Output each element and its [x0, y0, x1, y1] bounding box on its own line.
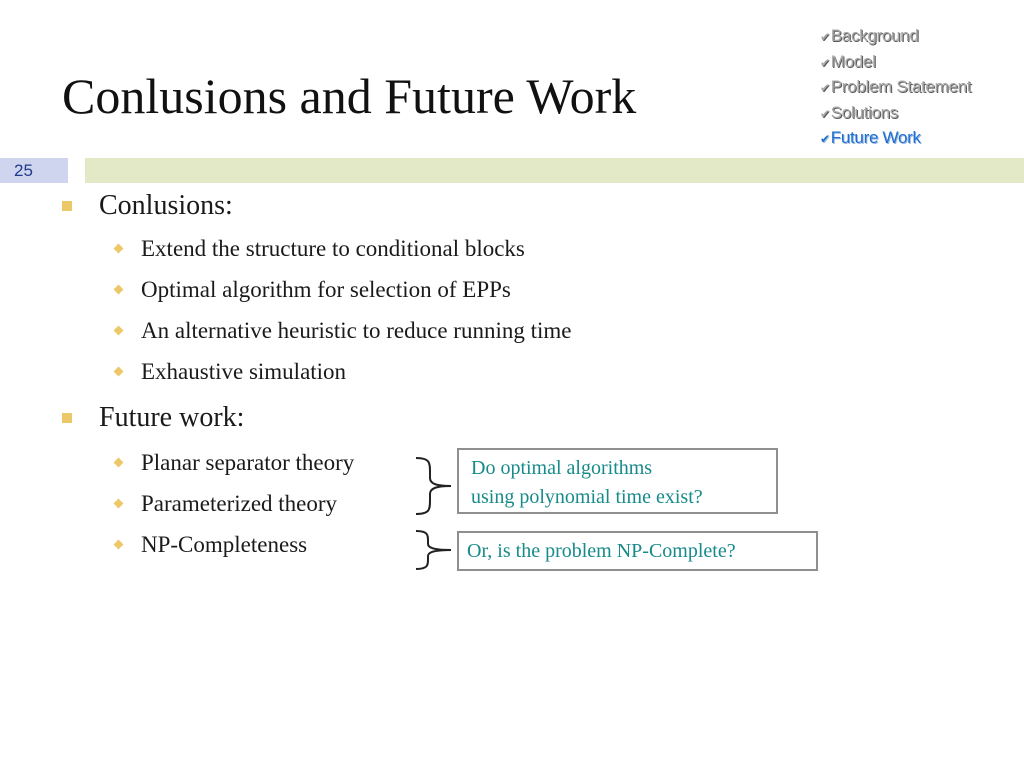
callout-optimal-algorithms [457, 448, 778, 514]
diamond-bullet-icon [114, 367, 124, 377]
bullet-future-work [62, 402, 244, 434]
sub-bullet [115, 277, 511, 303]
diamond-bullet-icon [114, 458, 124, 468]
diamond-bullet-icon [114, 326, 124, 336]
diamond-bullet-icon [114, 540, 124, 550]
checkmark-icon: ✔ [820, 81, 830, 95]
sub-bullet-text: An alternative heuristic to reduce running time [141, 318, 572, 343]
sub-bullet-text: Parameterized theory [141, 491, 338, 516]
sub-bullet [115, 236, 525, 262]
callout-line: Do optimal algorithms [471, 457, 653, 479]
nav-item-solutions [820, 101, 971, 127]
nav-item-label: Problem Statement [830, 77, 972, 96]
diamond-bullet-icon [114, 244, 124, 254]
checkmark-icon: ✔ [820, 132, 830, 146]
right-brace-icon [413, 529, 455, 571]
sub-bullet [115, 359, 346, 385]
slide-title: Conlusions and Future Work [62, 68, 637, 124]
right-brace-icon [413, 456, 455, 516]
nav-item-label: Future Work [830, 128, 921, 147]
sub-bullet [115, 532, 307, 558]
bullet-heading: Future work: [99, 402, 245, 433]
sub-bullet-text: Optimal algorithm for selection of EPPs [141, 277, 511, 302]
callout-line: Or, is the problem NP-Complete? [467, 540, 736, 562]
nav-item-label: Model [830, 51, 876, 71]
checkmark-icon: ✔ [820, 106, 830, 121]
sub-bullet [115, 450, 354, 476]
nav-item-model [820, 50, 971, 76]
sub-bullet-text: Exhaustive simulation [141, 359, 347, 384]
nav-item-problem-statement [820, 75, 971, 101]
callout-line: using polynomial time exist? [471, 486, 703, 508]
bullet-conclusions [62, 190, 233, 222]
section-navigation [820, 24, 971, 152]
nav-item-label: Solutions [830, 102, 898, 122]
diamond-bullet-icon [114, 285, 124, 295]
nav-item-background [820, 24, 971, 50]
square-bullet-icon [62, 201, 72, 211]
sub-bullet-text: Planar separator theory [141, 450, 355, 475]
sub-bullet-text: Extend the structure to conditional blocks [141, 236, 525, 261]
sub-bullet [115, 491, 337, 517]
sub-bullet-text: NP-Completeness [141, 532, 308, 557]
nav-item-label: Background [830, 26, 919, 45]
page-number: 25 [0, 158, 68, 183]
checkmark-icon: ✔ [820, 55, 830, 70]
sub-bullet [115, 318, 571, 344]
checkmark-icon: ✔ [820, 30, 830, 44]
bullet-heading: Conlusions: [99, 190, 233, 221]
diamond-bullet-icon [114, 499, 124, 509]
title-divider-band [85, 158, 1024, 183]
callout-np-complete [457, 531, 818, 571]
square-bullet-icon [62, 413, 72, 423]
nav-item-future-work [820, 126, 971, 152]
